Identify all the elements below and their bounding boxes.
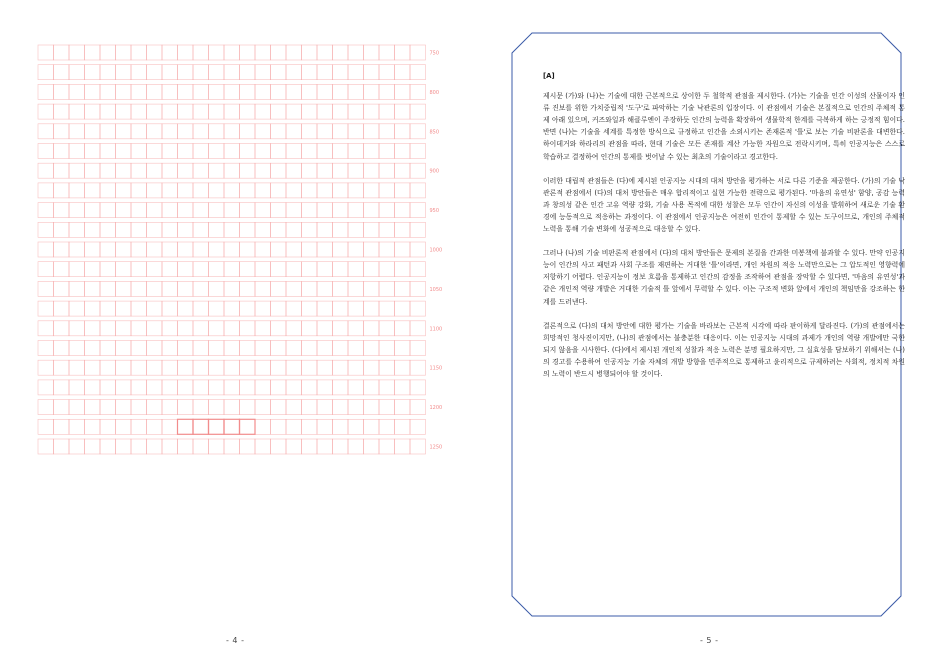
essay-paragraph-1: 제시문 (가)와 (나)는 기술에 대한 근본적으로 상이한 두 철학적 관점을 제시한다. (가)는 기술을 인간 이성의 산물이자 인류 진보를 위한 가치중립적 '도구'로 파악하는 기술 낙관론의 입장이다. 이 관점에서 기술은 본질적으로 인간의 주체적 통제 아래 있으며, 커즈와일과 해클루엔이 주장하듯 인간의 능력을 확장하여 생물학적 한계를 극복하게 하는 긍정적 힘이다. 반면 (나)는 기술을 세계를 특정한 방식으로 규정하고 인간을 소외시키는 존재론적 '틀'로 보는 기술 비판론을 대변한다. 하이데거와 하라리의 관점을 따라, 현대 기술은 모든 존재를 계산 가능한 자원으로 전락시키며, 특히 인공지능은 스스로 학습하고 결정하여 인간의 통제를 벗어날 수 있는 최초의 기술이라고 경고한다. [543, 92, 905, 161]
grid-count-marker: 800 [429, 89, 440, 96]
page-number-right: - 5 - [700, 636, 719, 645]
essay-body [543, 70, 905, 392]
grid-count-marker: 950 [429, 208, 440, 215]
essay-paragraph-4: 결론적으로 (다)의 대처 방안에 대한 평가는 기술을 바라보는 근본적 시각에 따라 판이하게 달라진다. (가)의 관점에서는 희망적인 청사진이지만, (나)의 관점에서는 불충분한 대응이다. 이는 인공지능 시대의 과제가 개인의 역량 개발에만 국한되지 않음을 시사한다. (다)에서 제시된 개인적 성찰과 적응 노력은 분명 필요하지만, 그 실효성을 담보하기 위해서는 (나)의 경고를 수용하여 인공지능 기술 자체의 개발 방향을 민주적으로 통제하고 윤리적으로 규제하려는 사회적, 정치적 차원의 노력이 반드시 병행되어야 할 것이다. [543, 321, 905, 378]
grid-count-marker: 900 [429, 168, 440, 175]
grid-count-marker: 1100 [429, 326, 443, 333]
section-label: [A] [543, 72, 555, 80]
grid-count-marker: 1000 [429, 247, 443, 254]
essay-paragraph-2: 이러한 대립적 관점들은 (다)에 제시된 인공지능 시대의 대처 방안을 평가하는 서로 다른 기준을 제공한다. (가)의 기술 낙관론적 관점에서 (다)의 대처 방안들은 매우 합리적이고 실현 가능한 전략으로 평가된다. '마음의 유연성' 함양, 공감 능력과 창의성 같은 인간 고유 역량 강화, 기술 사용 목적에 대한 성찰은 모두 인간이 자신의 이성을 발휘하여 새로운 기술 환경에 능동적으로 적응하는 과정이다. 이 관점에서 인공지능은 여전히 인간이 통제할 수 있는 도구이므로, 개인의 주체적 노력을 통해 기술 변화에 성공적으로 대응할 수 있다. [543, 176, 905, 234]
grid-count-marker: 750 [429, 50, 440, 57]
essay-paragraph-3: 그러나 (나)의 기술 비판론적 관점에서 (다)의 대처 방안들은 문제의 본질을 간과한 미봉책에 불과할 수 있다. 만약 인공지능이 인간의 사고 패턴과 사회 구조를 재편하는 거대한 '틀'이라면, 개인 차원의 적응 노력만으로는 그 압도적인 영향력에 저항하기 어렵다. 인공지능이 정보 흐름을 통제하고 인간의 감정을 조작하여 관점을 장악할 수 있다면, '마음의 유연성'과 같은 개인적 역량 개발은 거대한 기술적 틀 앞에서 무력할 수 있다. 이는 구조적 변화 앞에서 개인의 책임만을 강조하는 한계를 드러낸다. [543, 249, 905, 306]
grid-count-marker: 850 [429, 129, 440, 136]
grid-count-marker: 1050 [429, 286, 443, 293]
grid-count-marker: 1200 [429, 405, 443, 412]
page-number-left: - 4 - [226, 636, 245, 645]
grid-count-marker: 1150 [429, 365, 443, 372]
grid-count-marker: 1250 [429, 444, 443, 451]
